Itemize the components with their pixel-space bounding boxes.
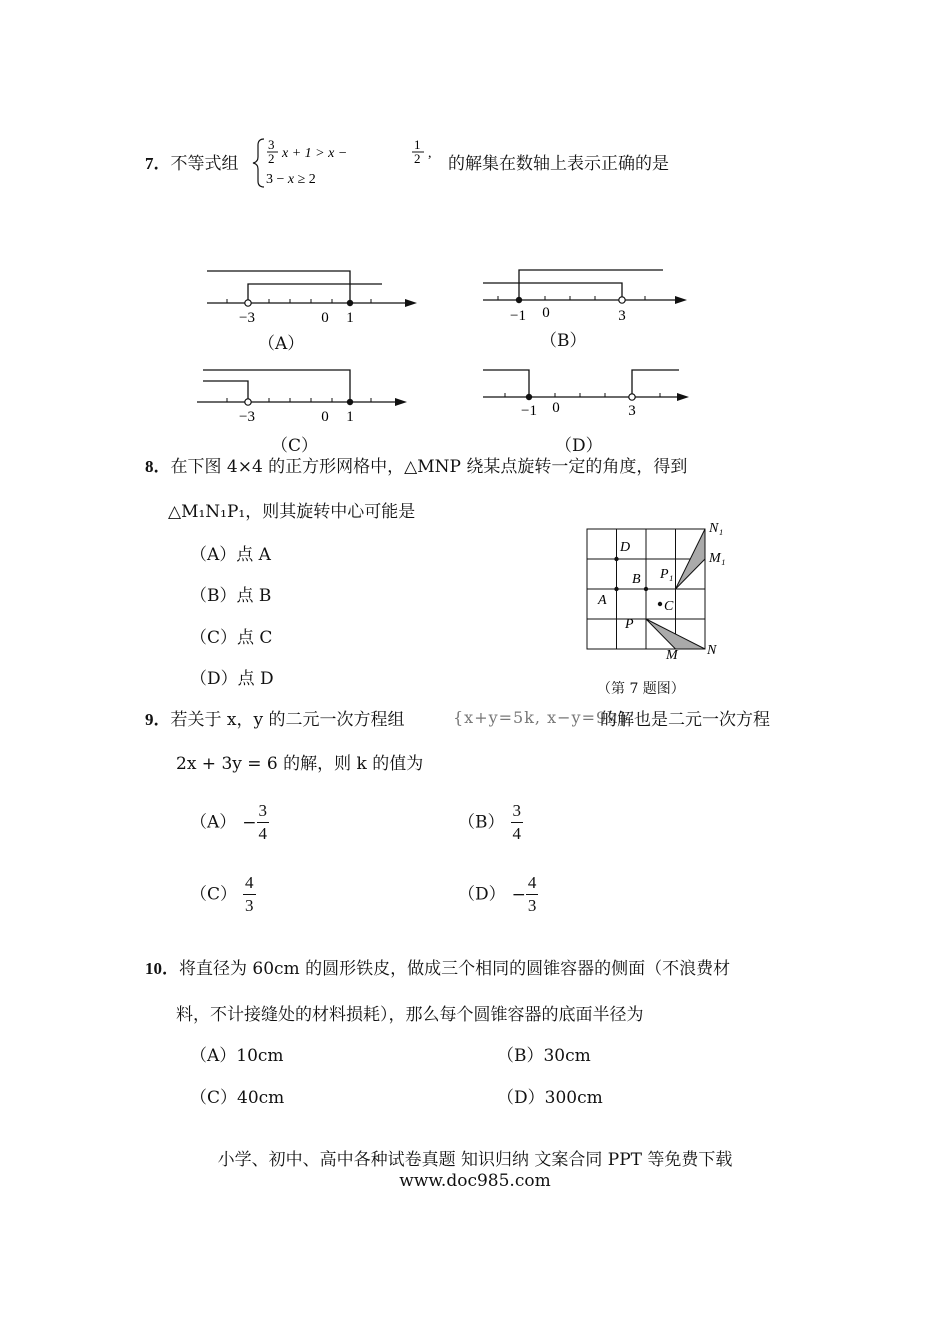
- q7-line1: x + 1 > x −: [282, 146, 348, 161]
- svg-text:−1: −1: [521, 403, 537, 419]
- svg-text:0: 0: [542, 305, 550, 321]
- q7-stem: [145, 153, 239, 175]
- q7-option-c-label: （C）: [271, 436, 319, 456]
- svg-text:−3: −3: [239, 409, 255, 425]
- q10-stem-line1: 10．将直径为 60cm 的圆形铁皮，做成三个相同的圆锥容器的侧面（不浪费材: [145, 959, 731, 979]
- q7-option-d-numberline: [475, 360, 700, 428]
- q8-option-c[interactable]: （C）点 C: [190, 628, 273, 648]
- q9-option-d[interactable]: （D） − $\frac{4}{3}$: [458, 873, 537, 915]
- q7-option-b-numberline: [475, 262, 700, 328]
- q8-option-b[interactable]: （B）点 B: [190, 586, 272, 606]
- svg-text:−3: −3: [239, 310, 255, 326]
- svg-text:1: 1: [346, 310, 354, 326]
- svg-text:B: B: [632, 572, 641, 587]
- svg-text:1: 1: [346, 409, 354, 425]
- footer-url[interactable]: www.doc985.com: [399, 1171, 551, 1191]
- q7-option-c-numberline: [195, 360, 425, 428]
- q9-option-a[interactable]: （A） − $\frac{3}{4}$: [190, 801, 268, 843]
- svg-text:D: D: [620, 540, 631, 555]
- q8-number: 8．: [145, 457, 171, 476]
- q10-option-a[interactable]: （A）10cm: [190, 1046, 284, 1066]
- q7-option-d-label: （D）: [555, 436, 603, 456]
- q9-option-c[interactable]: （C） $\frac{4}{3}$: [190, 873, 254, 915]
- q7-tail: 的解集在数轴上表示正确的是: [448, 154, 669, 174]
- q8-figure-caption: （第 7 题图）: [597, 681, 685, 697]
- q8-stem-line1: 8．在下图 4×4 的正方形网格中，△MNP 绕某点旋转一定的角度，得到: [145, 457, 688, 477]
- q7-lead: 不等式组: [170, 154, 239, 174]
- q10-number: 10．: [145, 959, 179, 978]
- svg-text:N: N: [707, 643, 717, 658]
- svg-text:,: ,: [428, 146, 432, 161]
- q9-stem-line1-tail: 的解也是二元一次方程: [600, 710, 770, 730]
- q9-number: 9．: [145, 710, 171, 729]
- svg-text:M₁: M₁: [709, 551, 726, 566]
- q7-line2: 3 − x ≥ 2: [266, 172, 316, 187]
- q7-inequality-system: [252, 136, 447, 190]
- q10-option-b[interactable]: （B）30cm: [497, 1046, 591, 1066]
- svg-text:A: A: [598, 593, 607, 608]
- svg-text:0: 0: [321, 409, 329, 425]
- svg-text:2: 2: [414, 151, 421, 166]
- q9-equation-system: {x+y=5k, x−y=9k}: [453, 708, 630, 727]
- q9-stem-line2: 2x + 3y = 6 的解，则 k 的值为: [176, 754, 424, 774]
- svg-text:C: C: [664, 599, 674, 614]
- q10-option-d[interactable]: （D）300cm: [497, 1088, 603, 1108]
- svg-text:3: 3: [268, 137, 275, 152]
- svg-text:P: P: [625, 617, 634, 632]
- q10-option-c[interactable]: （C）40cm: [190, 1088, 285, 1108]
- svg-text:3: 3: [618, 308, 626, 324]
- q9-stem-line1: 9．若关于 x，y 的二元一次方程组: [145, 710, 405, 730]
- q8-option-a[interactable]: （A）点 A: [190, 545, 271, 565]
- svg-text:P₁: P₁: [660, 567, 674, 582]
- q7-option-a-numberline: [195, 262, 425, 332]
- q7-option-a-label: （A）: [258, 334, 305, 354]
- svg-text:M: M: [666, 648, 678, 663]
- svg-text:1: 1: [414, 137, 421, 152]
- q8-stem-line2: △M₁N₁P₁，则其旋转中心可能是: [168, 502, 416, 522]
- footer-line1: 小学、初中、高中各种试卷真题 知识归纳 文案合同 PPT 等免费下载: [217, 1150, 733, 1170]
- svg-text:−1: −1: [510, 308, 526, 324]
- svg-text:N₁: N₁: [709, 521, 724, 536]
- q7-number: 7．: [145, 154, 171, 173]
- svg-text:2: 2: [268, 151, 275, 166]
- svg-text:0: 0: [321, 310, 329, 326]
- q9-option-b[interactable]: （B） $\frac{3}{4}$: [458, 801, 521, 843]
- svg-text:3: 3: [628, 403, 636, 419]
- q8-grid-figure: [580, 515, 740, 665]
- q8-option-d[interactable]: （D）点 D: [190, 669, 274, 689]
- q10-stem-line2: 料，不计接缝处的材料损耗），那么每个圆锥容器的底面半径为: [176, 1005, 644, 1025]
- svg-text:0: 0: [552, 400, 560, 416]
- q7-option-b-label: （B）: [540, 331, 587, 351]
